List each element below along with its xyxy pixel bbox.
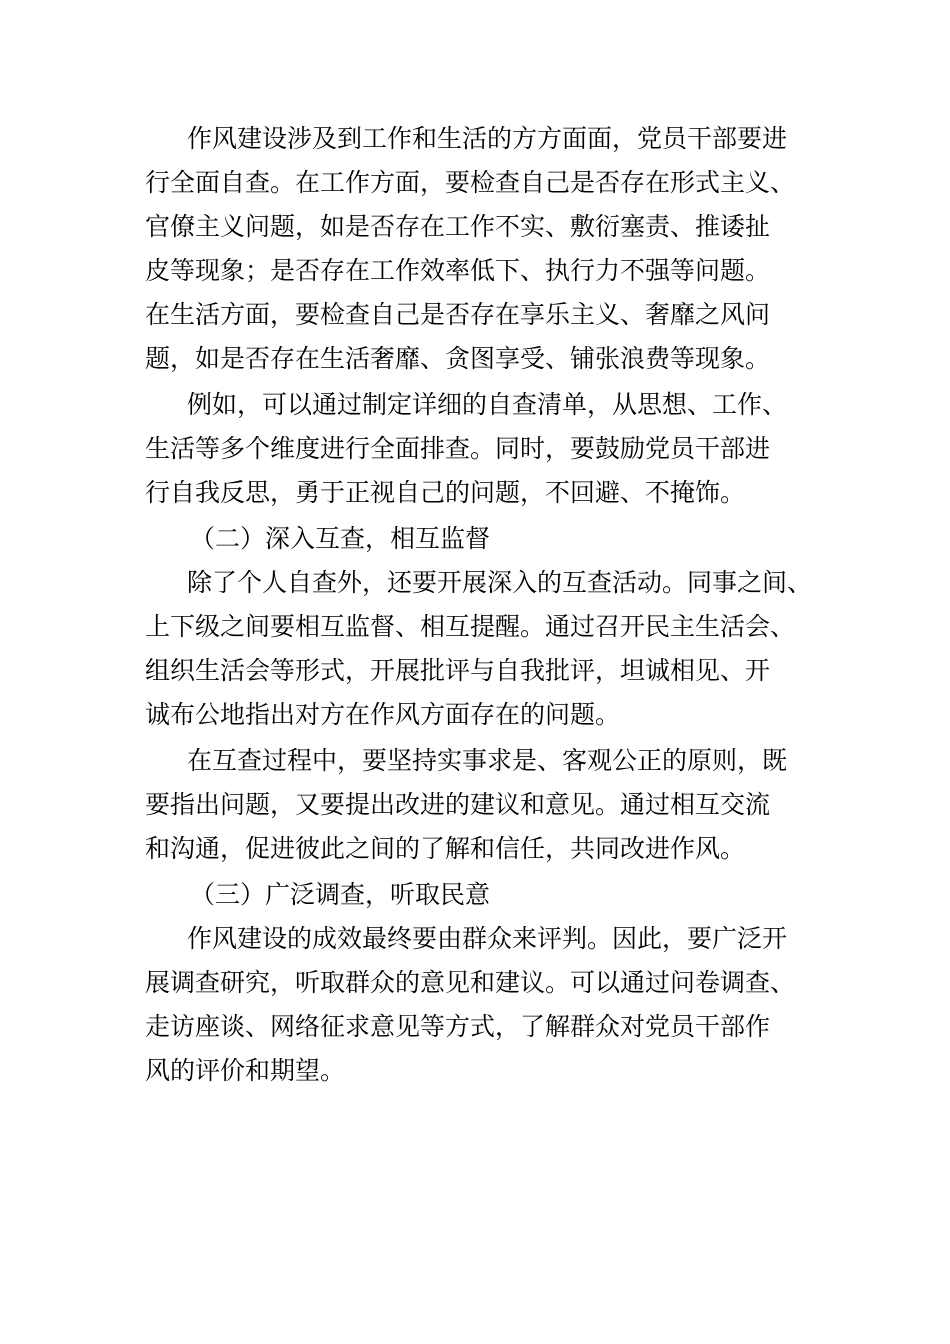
paragraph-line: 风的评价和期望。 [145,1056,346,1085]
paragraph-line: 展调查研究，听取群众的意见和建议。可以通过问卷调查、 [145,968,796,997]
paragraph-line: 例如，可以通过制定详细的自查清单，从思想、工作、 [187,390,788,419]
paragraph-line: 和沟通，促进彼此之间的了解和信任，共同改进作风。 [145,834,746,863]
section-heading: （三）广泛调查，听取民意 [190,880,491,909]
paragraph-line: 官僚主义问题，如是否存在工作不实、敷衍塞责、推诿扯 [145,212,771,241]
paragraph-line: 走访座谈、网络征求意见等方式，了解群众对党员干部作 [145,1012,771,1041]
paragraph-line: 组织生活会等形式，开展批评与自我批评，坦诚相见、开 [145,656,771,685]
paragraph-line: 作风建设的成效最终要由群众来评判。因此，要广泛开 [187,924,788,953]
paragraph-line: 诚布公地指出对方在作风方面存在的问题。 [145,700,621,729]
paragraph-line: 题，如是否存在生活奢靡、贪图享受、铺张浪费等现象。 [145,344,771,373]
section-heading: （二）深入互查，相互监督 [190,524,491,553]
paragraph-line: 行自我反思，勇于正视自己的问题，不回避、不掩饰。 [145,478,746,507]
paragraph-line: 生活等多个维度进行全面排查。同时，要鼓励党员干部进 [145,434,771,463]
paragraph-line: 皮等现象；是否存在工作效率低下、执行力不强等问题。 [145,256,771,285]
paragraph-line: 行全面自查。在工作方面，要检查自己是否存在形式主义、 [145,168,796,197]
paragraph-line: 除了个人自查外，还要开展深入的互查活动。同事之间、 [187,568,813,597]
paragraph-line: 作风建设涉及到工作和生活的方方面面，党员干部要进 [187,124,788,153]
paragraph-line: 要指出问题，又要提出改进的建议和意见。通过相互交流 [145,790,771,819]
paragraph-line: 在生活方面，要检查自己是否存在享乐主义、奢靡之风问 [145,300,771,329]
paragraph-line: 上下级之间要相互监督、相互提醒。通过召开民主生活会、 [145,612,796,641]
paragraph-line: 在互查过程中，要坚持实事求是、客观公正的原则，既 [187,746,788,775]
